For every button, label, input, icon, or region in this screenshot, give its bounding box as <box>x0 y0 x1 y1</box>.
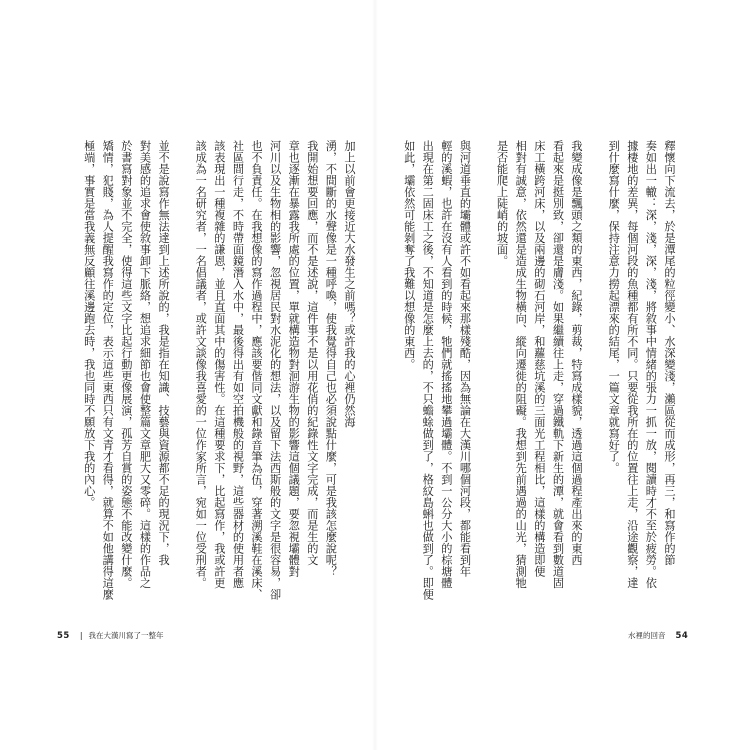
text-column: 我開始想要回應，而不是述說，這件事不是以用花俏的紀錄性文字完成，而是生的文 <box>305 140 319 566</box>
right-page-footer <box>628 630 688 641</box>
paragraph-break <box>473 140 492 608</box>
running-title: 我在大漢川寫了一整年 <box>88 631 164 640</box>
text-column: 看起來是挺別致，卻還是膚淺。如果繼續往上走，穿過鐵軌下新生的潭，就會看到數道固 <box>551 140 565 589</box>
paragraph-break <box>61 140 80 608</box>
text-column: 河川以及生物相的影響，忽視居民對水泥化的想法，以及留下法西斯般的文字是很容易，卻 <box>268 140 282 600</box>
page-number: 54 <box>675 630 689 641</box>
paragraph-break <box>585 140 604 608</box>
text-column: 釋懷向下流去，於是潭尾的粒徑變小、水深變淺，瀨區從而成形，再三，和寫作的節 <box>663 140 676 566</box>
text-column: 據棲地的差異，每個河段的魚種都有所不同。只要從我所在的位置往上走，沿途觀察，達 <box>625 140 639 589</box>
left-page-body <box>58 140 358 608</box>
running-title: 水裡的回音 <box>628 631 666 640</box>
text-column: 是否能爬上陡峭的坡面。 <box>495 140 509 267</box>
text-column: 到什麼寫什麼，保持注意力撈起漂來的結尾，一篇文章就寫好了。 <box>607 140 621 474</box>
text-column: 該成為一名研究者，一名倡議者，或許文談像我喜愛的一位作家所言，宛如一位受刑者。 <box>194 140 208 589</box>
text-column: 極端，事實是當我義無反顧往溪邊跑去時，我也同時不願放下我的內心。 <box>82 140 96 508</box>
left-page-footer <box>57 630 164 641</box>
text-column: 出現在第二固床工之後，不知道是怎麼上去的，不只蟾蜍做到了，格紋島蝌也做到了。即便 <box>421 140 435 600</box>
text-column: 輕的溪蝦，也許在沒有人看到的時候，牠們就搖搖地攀過壩體。不到一公分大小的棕塘體 <box>439 140 453 589</box>
text-column: 與河道垂直的壩體或許不如看起來那樣殘酷，因為無論在大漢川哪個河段，都能看到年 <box>458 140 472 577</box>
text-column: 相對有誠意，依然還是造成生物橫向、縱向遷徙的阻礙。我想到先前遇過的山光，猜測牠 <box>514 140 528 589</box>
text-column: 床工橫跨河床，以及兩邊的砌石河岸，和蘿慈坑溪的三面光工程相比，這樣的構造即便 <box>532 140 546 577</box>
text-column: 矯情，犯賤，為人提醒我寫作的定位，表示這些東西只有文青才看得，就算不如他講得這麼 <box>101 140 115 600</box>
paragraph-break <box>381 140 400 608</box>
text-column: 如此，壩依然可能剝奪了我難以想像的東西。 <box>402 140 416 370</box>
text-column: 並不是說寫作無法達到上述所說的，我是指在知識、技藝與資源都不足的現況下，我 <box>157 140 171 566</box>
text-column: 我變成像是飄頭之類的東西，紀錄，剪裁，特寫成樣貌，透過這個過程產出來的東西 <box>570 140 584 566</box>
text-column: 也不負責任。在我想像的寫作過程中，應該要偕同文獻和錄音筆為伍，穿著溯溪鞋在溪床、 <box>250 140 264 600</box>
right-page-body <box>378 140 678 608</box>
text-column: 加上以前會更接近大水發生之前嗎？或許我的心裡仍然海 <box>343 140 356 428</box>
text-column: 章也逐漸在暴露我所處的位置，單就構造物對洄游生物的影響這個議題，要忽視壩體對 <box>287 140 301 577</box>
text-column: 社區間行走，不時帶面鏡潛入水中，最後得出有如空拍機般的視野，這些器材的使用者應 <box>231 140 245 589</box>
text-column: 湧，不間斷的水聲像是一種呼喚，使我覺得自己也必須說點什麼，可是我該怎麼說呢？ <box>324 140 338 577</box>
text-column: 於書寫對象並不完全，使得這些文字比起行動更像展演，孤芳自賞的姿態不能改變什麼。 <box>119 140 133 589</box>
text-column: 對美感的追求會使敘事卸下脈絡，想追求細節也會使整篇文章肥大又零碎。這樣的作品之 <box>138 140 152 589</box>
text-column: 奏如出一轍：深，淺，深，淺，將敘事中情緒的張力一抓一放，閱讀時才不至於疲勞。依 <box>644 140 658 589</box>
text-column: 該表現出一種複雜的謙恩，並且直面其中的傷害性。在這種要求下，比起寫作，我或許更 <box>212 140 226 589</box>
page-number: 55 <box>57 630 70 641</box>
footer-separator: | <box>79 631 83 640</box>
paragraph-break <box>172 140 191 608</box>
